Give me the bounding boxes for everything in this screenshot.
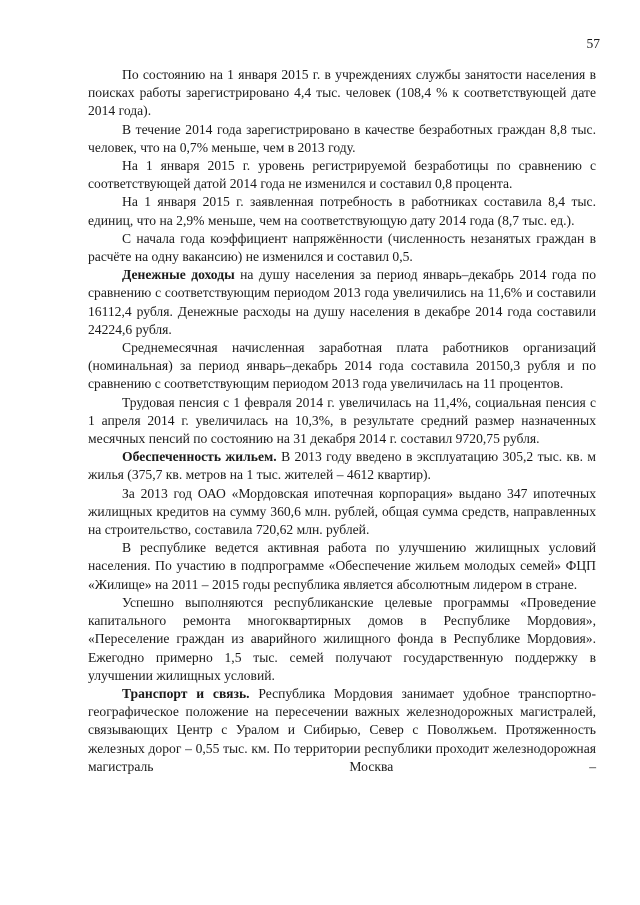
paragraph	[88, 394, 596, 449]
text-body	[88, 66, 596, 776]
paragraph-heading: Транспорт и связь.	[122, 685, 250, 701]
paragraph	[88, 266, 596, 339]
paragraph	[88, 157, 596, 193]
paragraph	[88, 539, 596, 594]
paragraph	[88, 66, 596, 121]
page-number: 57	[586, 36, 600, 51]
paragraph-heading: Денежные доходы	[122, 267, 235, 283]
paragraph-text: Успешно выполняются республиканские целевые программы «Проведение капитального ремонта многоквартирных домов в Республике Мордовия», «Переселение граждан из аварийного жилищного фонда в Республике Мордовия». Ежегодно примерно 1,5 тыс. семей получают государственную поддержку в улучшении жилищных условий.	[88, 594, 596, 683]
paragraph-text: За 2013 год ОАО «Мордовская ипотечная корпорация» выдано 347 ипотечных жилищных кредитов на сумму 360,6 млн. рублей, общая сумма средств, направленных на строительство, составила 720,62 млн. рублей.	[88, 485, 596, 538]
paragraph	[88, 594, 596, 685]
paragraph-text: Республика Мордовия занимает удобное транспортно-географическое положение на пересечении важных железнодорожных магистралей, связывающих Центр с Уралом и Сибирью, Север с Поволжьем. Протяженность железных дорог – 0,55 тыс. км. По территории республики проходит железнодорожная магистраль Москва –	[88, 685, 596, 774]
paragraph-text: На 1 января 2015 г. заявленная потребность в работниках составила 8,4 тыс. единиц, что на 2,9% меньше, чем на соответствующую дату 2014 года (8,7 тыс. ед.).	[88, 194, 596, 228]
paragraph	[88, 685, 596, 776]
paragraph-text: Среднемесячная начисленная заработная плата работников организаций (номинальная) за период январь–декабрь 2014 года составила 20150,3 рубля и по сравнению с соответствующим периодом 2013 года увеличилась на 11 процентов.	[88, 340, 596, 392]
paragraph	[88, 121, 596, 157]
paragraph-text: В течение 2014 года зарегистрировано в качестве безработных граждан 8,8 тыс. человек, что на 0,7% меньше, чем в 2013 году.	[88, 121, 596, 155]
paragraph-text: На 1 января 2015 г. уровень регистрируемой безработицы по сравнению с соответствующей датой 2014 года не изменился и составил 0,8 процента.	[88, 158, 596, 192]
paragraph	[88, 448, 596, 484]
paragraph	[88, 193, 596, 229]
paragraph-text: на душу населения за период январь–декабрь 2014 года по сравнению с соответствующим периодом 2013 года увеличились на 11,6% и составили 16112,4 рубля. Денежные расходы на душу населения в декабре 2014 года составили 24224,6 рубля.	[88, 267, 596, 337]
paragraph-text: В 2013 году введено в эксплуатацию 305,2 тыс. кв. м жилья (375,7 кв. метров на 1 тыс. жителей – 4612 квартир).	[88, 449, 596, 483]
paragraph-heading: Обеспеченность жильем.	[122, 449, 277, 465]
paragraph	[88, 339, 596, 394]
paragraph-text: В республике ведется активная работа по улучшению жилищных условий населения. По участию в подпрограмме «Обеспечение жильем молодых семей» ФЦП «Жилище» на 2011 – 2015 годы республика является абсолютным лидером в стране.	[88, 540, 596, 592]
paragraph-text: По состоянию на 1 января 2015 г. в учреждениях службы занятости населения в поисках работы зарегистрировано 4,4 тыс. человек (108,4 % к соответствующей дате 2014 года).	[88, 67, 596, 119]
paragraph	[88, 485, 596, 540]
paragraph-text: С начала года коэффициент напряжённости (численность незанятых граждан в расчёте на одну вакансию) не изменился и составил 0,5.	[88, 230, 596, 265]
paragraph-text: Трудовая пенсия с 1 февраля 2014 г. увеличилась на 11,4%, социальная пенсия с 1 апреля 2014 г. увеличилась на 10,3%, в результате средний размер назначенных месячных пенсий по состоянию на 31 декабря 2014 г. составил 9720,75 рубля.	[88, 394, 596, 447]
paragraph	[88, 230, 596, 266]
